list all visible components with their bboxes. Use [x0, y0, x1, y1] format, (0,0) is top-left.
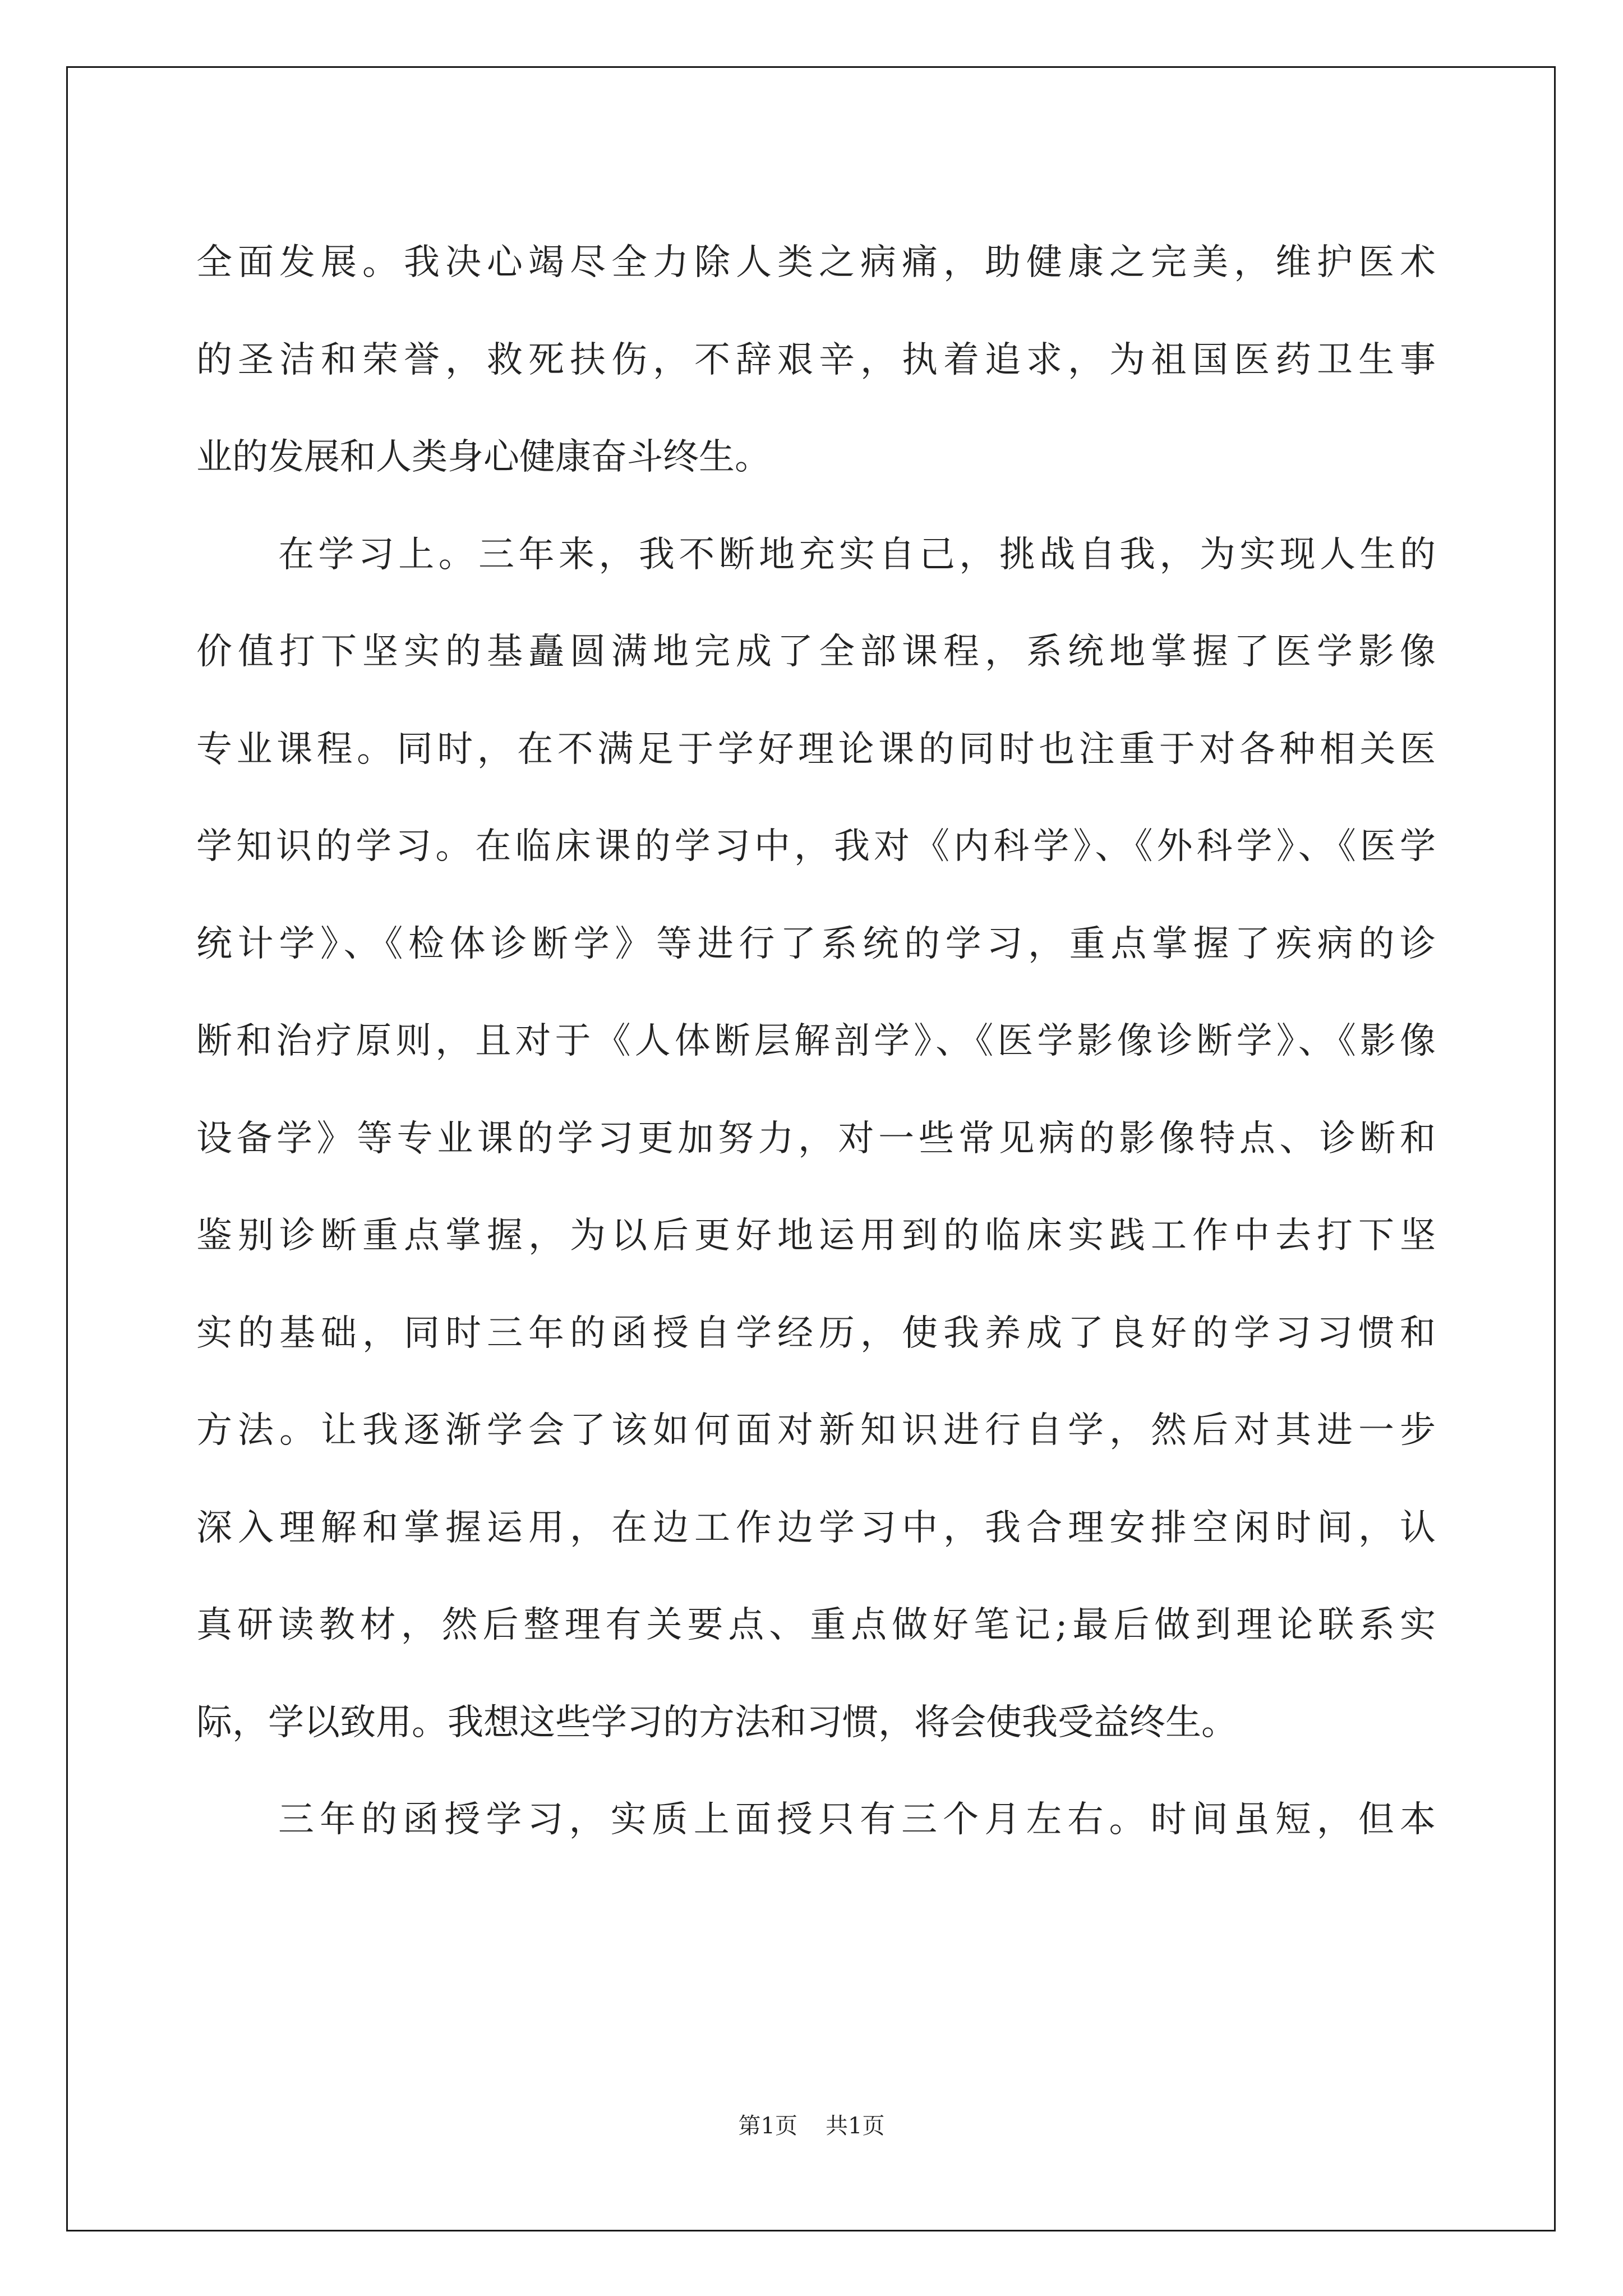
- text-line: 鉴别诊断重点掌握，为以后更好地运用到的临床实践工作中去打下坚: [196, 1215, 1436, 1257]
- text-line: 专业课程。同时，在不满足于学好理论课的同时也注重于对各种相关医: [196, 728, 1436, 770]
- page-total: 共1页: [826, 2113, 885, 2139]
- text-line: 方法。让我逐渐学会了该如何面对新知识进行自学，然后对其进一步: [196, 1410, 1436, 1451]
- paragraph-first-line: 在学习上。三年来，我不断地充实自己，挑战自我，为实现人生的: [278, 533, 1436, 576]
- document-body: [196, 214, 1436, 1869]
- text-line: 学知识的学习。在临床课的学习中，我对《内科学》、《外科学》、《医学: [196, 826, 1436, 867]
- page-number: 第1页: [738, 2113, 797, 2139]
- text-line: 价值打下坚实的基矗圆满地完成了全部课程，系统地掌握了医学影像: [196, 631, 1436, 673]
- page-footer: [0, 2109, 1623, 2143]
- text-line: 实的基础，同时三年的函授自学经历，使我养成了良好的学习习惯和: [196, 1312, 1436, 1354]
- text-line: 的圣洁和荣誉，救死扶伤，不辞艰辛，执着追求，为祖国医药卫生事: [196, 339, 1436, 381]
- text-line: 深入理解和掌握运用，在边工作边学习中，我合理安排空闲时间，认: [196, 1507, 1436, 1549]
- text-line: 真研读教材，然后整理有关要点、重点做好笔记;最后做到理论联系实: [196, 1604, 1436, 1646]
- text-line: 统计学》、《检体诊断学》等进行了系统的学习，重点掌握了疾病的诊: [196, 923, 1436, 965]
- text-line: 全面发展。我决心竭尽全力除人类之病痛，助健康之完美，维护医术: [196, 242, 1436, 283]
- text-line: 际，学以致用。我想这些学习的方法和习惯，将会使我受益终生。: [196, 1701, 1237, 1743]
- paragraph-first-line: 三年的函授学习，实质上面授只有三个月左右。时间虽短，但本: [278, 1799, 1436, 1841]
- text-line: 设备学》等专业课的学习更加努力，对一些常见病的影像特点、诊断和: [196, 1117, 1436, 1159]
- text-line: 断和治疗原则，且对于《人体断层解剖学》、《医学影像诊断学》、《影像: [196, 1020, 1436, 1062]
- text-line: 业的发展和人类身心健康奋斗终生。: [196, 436, 771, 478]
